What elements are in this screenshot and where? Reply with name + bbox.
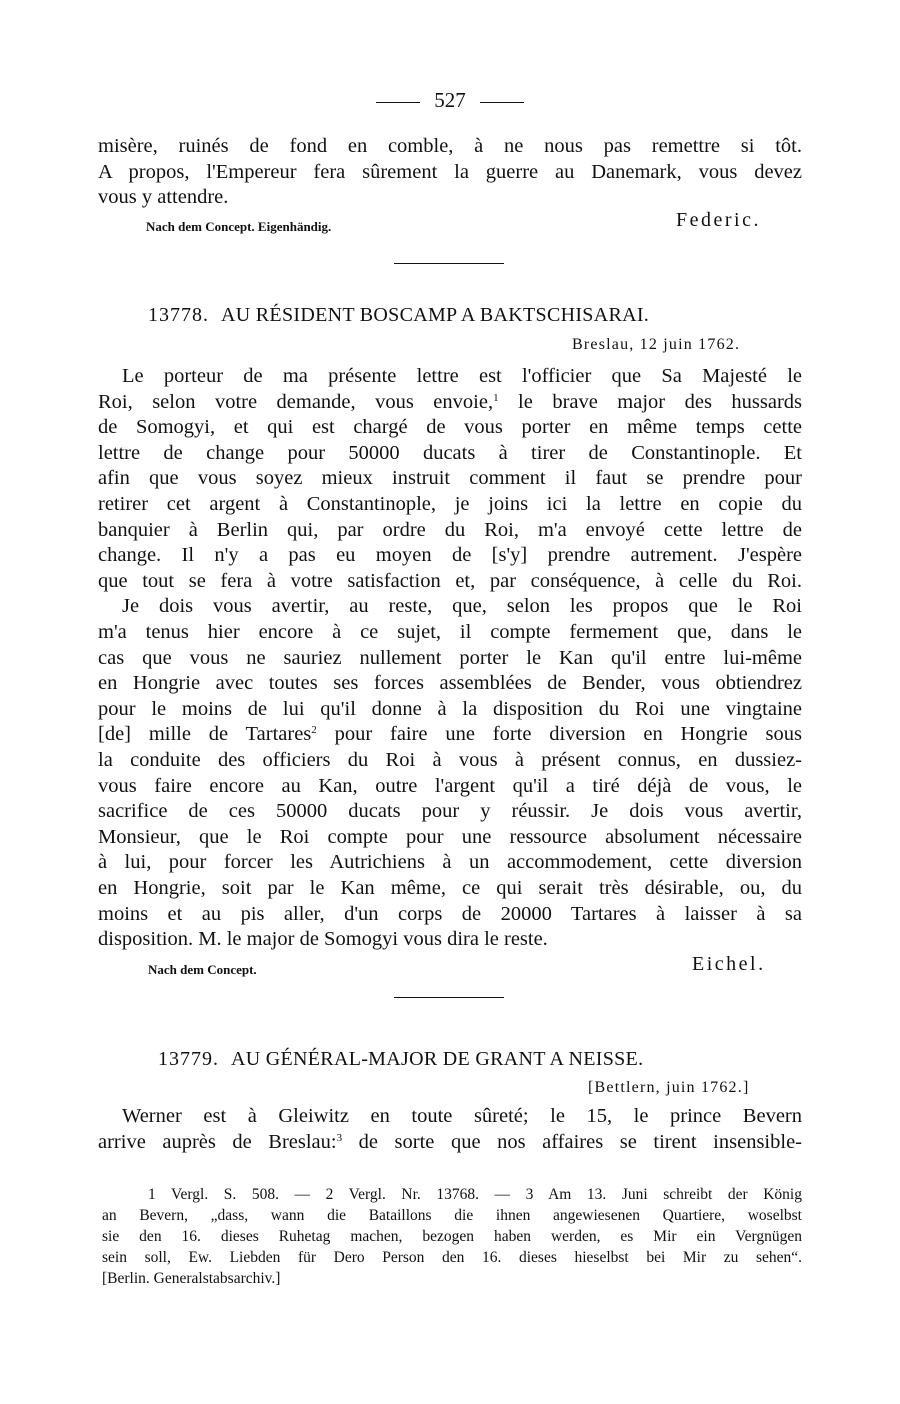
letter-heading-13778 [148,302,649,328]
letter-13778-paragraph-2 [98,594,802,620]
text-line: vous y attendre. [98,186,229,209]
prev-letter-source-note: Nach dem Concept. Eigenhändig. [146,219,332,234]
text-line: Je dois vous avertir, au reste, que, selon les propos que le Roi [122,595,802,618]
text-fragment: Roi, selon votre demande, vous envoie, [98,390,494,413]
footnote-line: [Berlin. Generalstabsarchiv.] [102,1270,281,1287]
footnotes [102,1184,802,1289]
text-line: Le porteur de ma présente lettre est l'officier que Sa Majesté le [122,365,802,387]
text-line: Monsieur, que le Roi compte pour une ressource absolument nécessaire [98,825,802,848]
text-line: pour le moins de lui qu'il donne à la disposition du Roi une vingtaine [98,697,802,720]
letter-number: 13779. [158,1048,219,1070]
text-line: sacrifice de ces 50000 ducats pour y réussir. Je dois vous avertir, [98,800,802,823]
text-line: A propos, l'Empereur fera sûrement la guerre au Danemark, vous devez [98,160,802,183]
text-fragment: le brave major des hussards [498,390,802,413]
text-line: m'a tenus hier encore à ce sujet, il compte fermement que, dans le [98,621,802,643]
text-line: misère, ruinés de fond en comble, à ne nous pas remettre si tôt. [98,135,802,157]
text-line: à lui, pour forcer les Autrichiens à un accommodement, cette diversion [98,851,802,874]
letter-13778-paragraph-2-body [98,620,802,953]
footnote-line: 1 Vergl. S. 508. — 2 Vergl. Nr. 13768. — 3 Am 13. Juni schreibt der König [148,1186,802,1203]
prev-letter-text [98,134,802,211]
text-line: disposition. M. le major de Somogyi vous dira le reste. [98,928,548,951]
text-line: banquier à Berlin qui, par ordre du Roi, m'a envoyé cette lettre de [98,518,802,541]
text-line [98,390,802,416]
page-number [0,86,900,114]
letter-13778-paragraph-1-body [98,390,802,595]
letter-title: AU RÉSIDENT BOSCAMP A BAKTSCHISARAI. [221,304,650,326]
footnote-line: sein soll, Ew. Liebden für Dero Person den 16. dieses hieselbst bei Mir zu sehen“. [102,1249,802,1266]
text-fragment: de sorte que nos affaires se tirent insensible- [342,1130,802,1153]
text-line: retirer cet argent à Constantinople, je joins ici la lettre en copie du [98,492,802,515]
text-line: change. Il n'y a pas eu moyen de [s'y] prendre autrement. J'espère [98,544,802,567]
text-line: vous faire encore au Kan, outre l'argent qu'il a tiré déjà de vous, le [98,774,802,797]
text-line [98,722,802,748]
text-line: en Hongrie avec toutes ses forces assemblées de Bender, vous obtiendrez [98,672,802,695]
text-fragment: arrive auprès de Breslau: [98,1130,337,1153]
text-fragment: pour faire une forte diversion en Hongrie sous [316,723,802,746]
page-number-text: 527 [434,88,466,112]
text-line: la conduite des officiers du Roi à vous à présent connus, en dussiez- [98,748,802,771]
letter-13779-paragraph [98,1104,802,1130]
letter-13778-source-note: Nach dem Concept. [148,962,257,977]
text-line [98,1130,802,1156]
text-line: en Hongrie, soit par le Kan même, ce qui serait très désirable, ou, du [98,876,802,899]
footnote-line: sie den 16. dieses Ruhetag machen, bezogen haben werden, es Mir ein Vergnügen [102,1228,802,1245]
letter-heading-13779 [158,1046,643,1072]
text-line: Werner est à Gleiwitz en toute sûreté; le 15, le prince Bevern [122,1105,802,1127]
prev-letter-signature: Federic. [676,209,761,231]
footnote-ref: 2 [311,724,317,737]
text-fragment: [de] mille de Tartares [98,723,312,746]
footnote-ref: 3 [336,1131,343,1144]
letter-dateline: [Bettlern, juin 1762.] [588,1079,750,1096]
letter-13778-paragraph-1 [98,364,802,390]
letter-13778-signature: Eichel. [692,953,766,975]
section-divider [394,263,504,264]
text-line: afin que vous soyez mieux instruit comment il faut se prendre pour [98,467,802,490]
letter-dateline: Breslau, 12 juin 1762. [572,336,741,353]
text-line: lettre de change pour 50000 ducats à tirer de Constantinople. Et [98,441,802,464]
page-number-dash-right [480,102,524,103]
text-line: que tout se fera à votre satisfaction et, par conséquence, à celle du Roi. [98,569,802,592]
footnote-ref: 1 [493,391,499,404]
page-number-dash-left [376,102,420,103]
letter-number: 13778. [148,304,209,326]
text-line: de Somogyi, et qui est chargé de vous porter en même temps cette [98,416,802,439]
letter-13779-paragraph-body [98,1130,802,1156]
section-divider [394,997,504,998]
letter-title: AU GÉNÉRAL-MAJOR DE GRANT A NEISSE. [231,1048,644,1070]
text-line: moins et au pis aller, d'un corps de 20000 Tartares à laisser à sa [98,902,802,925]
text-line: cas que vous ne sauriez nullement porter le Kan qu'il entre lui-même [98,646,802,669]
footnote-line: an Bevern, „dass, wann die Bataillons die ihnen angewiesenen Quartiere, woselbst [102,1207,802,1224]
